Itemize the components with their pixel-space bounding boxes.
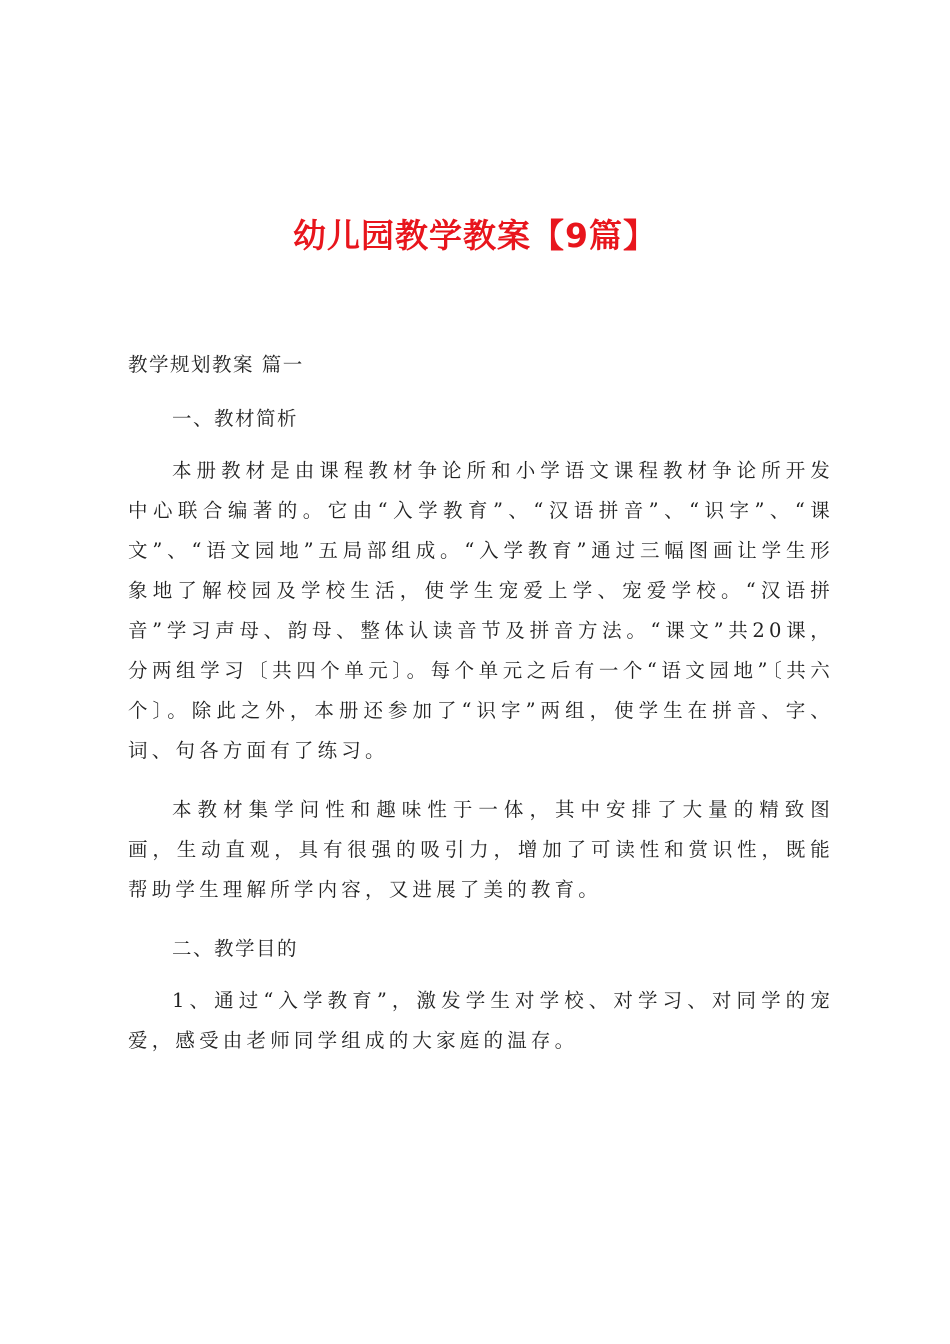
document-body	[128, 345, 834, 1080]
body-paragraph: 1、通过“入学教育”，激发学生对学校、对学习、对同学的宠爱，感受由老师同学组成的大家庭的温存。	[128, 989, 834, 1052]
document-title: 幼儿园教学教案【9篇】	[293, 216, 657, 255]
body-paragraph: 本教材集学问性和趣味性于一体，其中安排了大量的精致图画，生动直观，具有很强的吸引力，增加了可读性和赏识性，既能帮助学生理解所学内容，又进展了美的教育。	[128, 798, 834, 901]
body-paragraph: 本册教材是由课程教材争论所和小学语文课程教材争论所开发中心联合编著的。它由“入学教育”、“汉语拼音”、“识字”、“课文”、“语文园地”五局部组成。“入学教育”通过三幅图画让学生形象地了解校园及学校生活，使学生宠爱上学、宠爱学校。“汉语拼音”学习声母、韵母、整体认读音节及拼音方法。“课文”共20课，分两组学习〔共四个单元〕。每个单元之后有一个“语文园地”〔共六个〕。除此之外，本册还参加了“识字”两组，使学生在拼音、字、词、句各方面有了练习。	[128, 459, 834, 762]
part-heading: 教学规划教案 篇一	[128, 353, 304, 376]
section-heading: 二、教学目的	[172, 937, 299, 960]
section-heading: 一、教材简析	[172, 407, 299, 430]
